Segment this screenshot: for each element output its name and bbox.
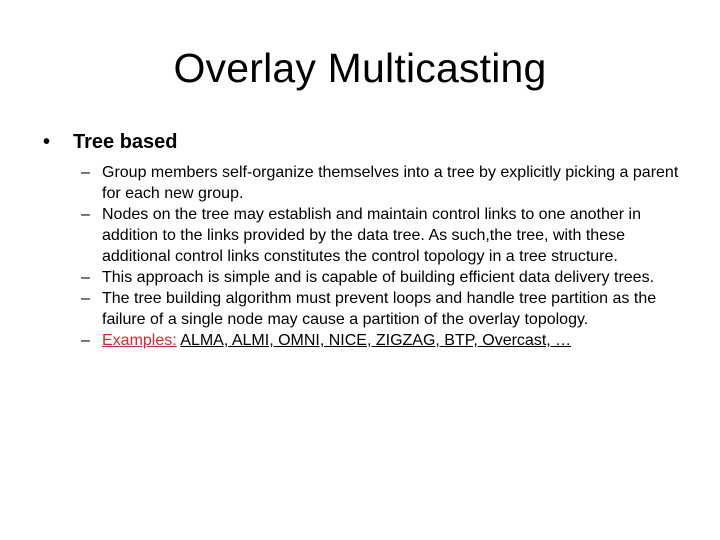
dash-marker: – [81, 332, 90, 349]
bullet-marker: • [43, 131, 51, 153]
sub-bullet-item [81, 204, 691, 267]
examples-list-link[interactable]: ALMA, ALMI, OMNI, NICE, ZIGZAG, BTP, Overcast, … [180, 332, 572, 349]
sub-bullet-item [81, 288, 691, 330]
dash-marker: – [81, 269, 90, 286]
bullet-tree-based [43, 129, 178, 155]
sub-bullet-text: Nodes on the tree may establish and maintain control links to one another in addition to the links provided by the data tree. As such,the tree, with these additional control links constitutes the control topology in a tree structure. [102, 206, 641, 265]
sub-bullet-text: Group members self-organize themselves into a tree by explicitly picking a parent for each new group. [102, 164, 679, 202]
dash-marker: – [81, 290, 90, 307]
sub-bullet-item [81, 267, 691, 288]
dash-marker: – [81, 164, 90, 181]
sub-bullet-item [81, 162, 691, 204]
sub-bullet-list [81, 162, 691, 351]
dash-marker: – [81, 206, 90, 223]
sub-bullet-text: The tree building algorithm must prevent loops and handle tree partition as the failure of a single node may cause a partition of the overlay topology. [102, 290, 657, 328]
examples-label: Examples: [102, 332, 177, 349]
sub-bullet-item-examples [81, 330, 691, 351]
bullet-label: Tree based [73, 131, 178, 153]
sub-bullet-text: This approach is simple and is capable of building efficient data delivery trees. [102, 269, 655, 286]
slide-title: Overlay Multicasting [173, 45, 547, 91]
